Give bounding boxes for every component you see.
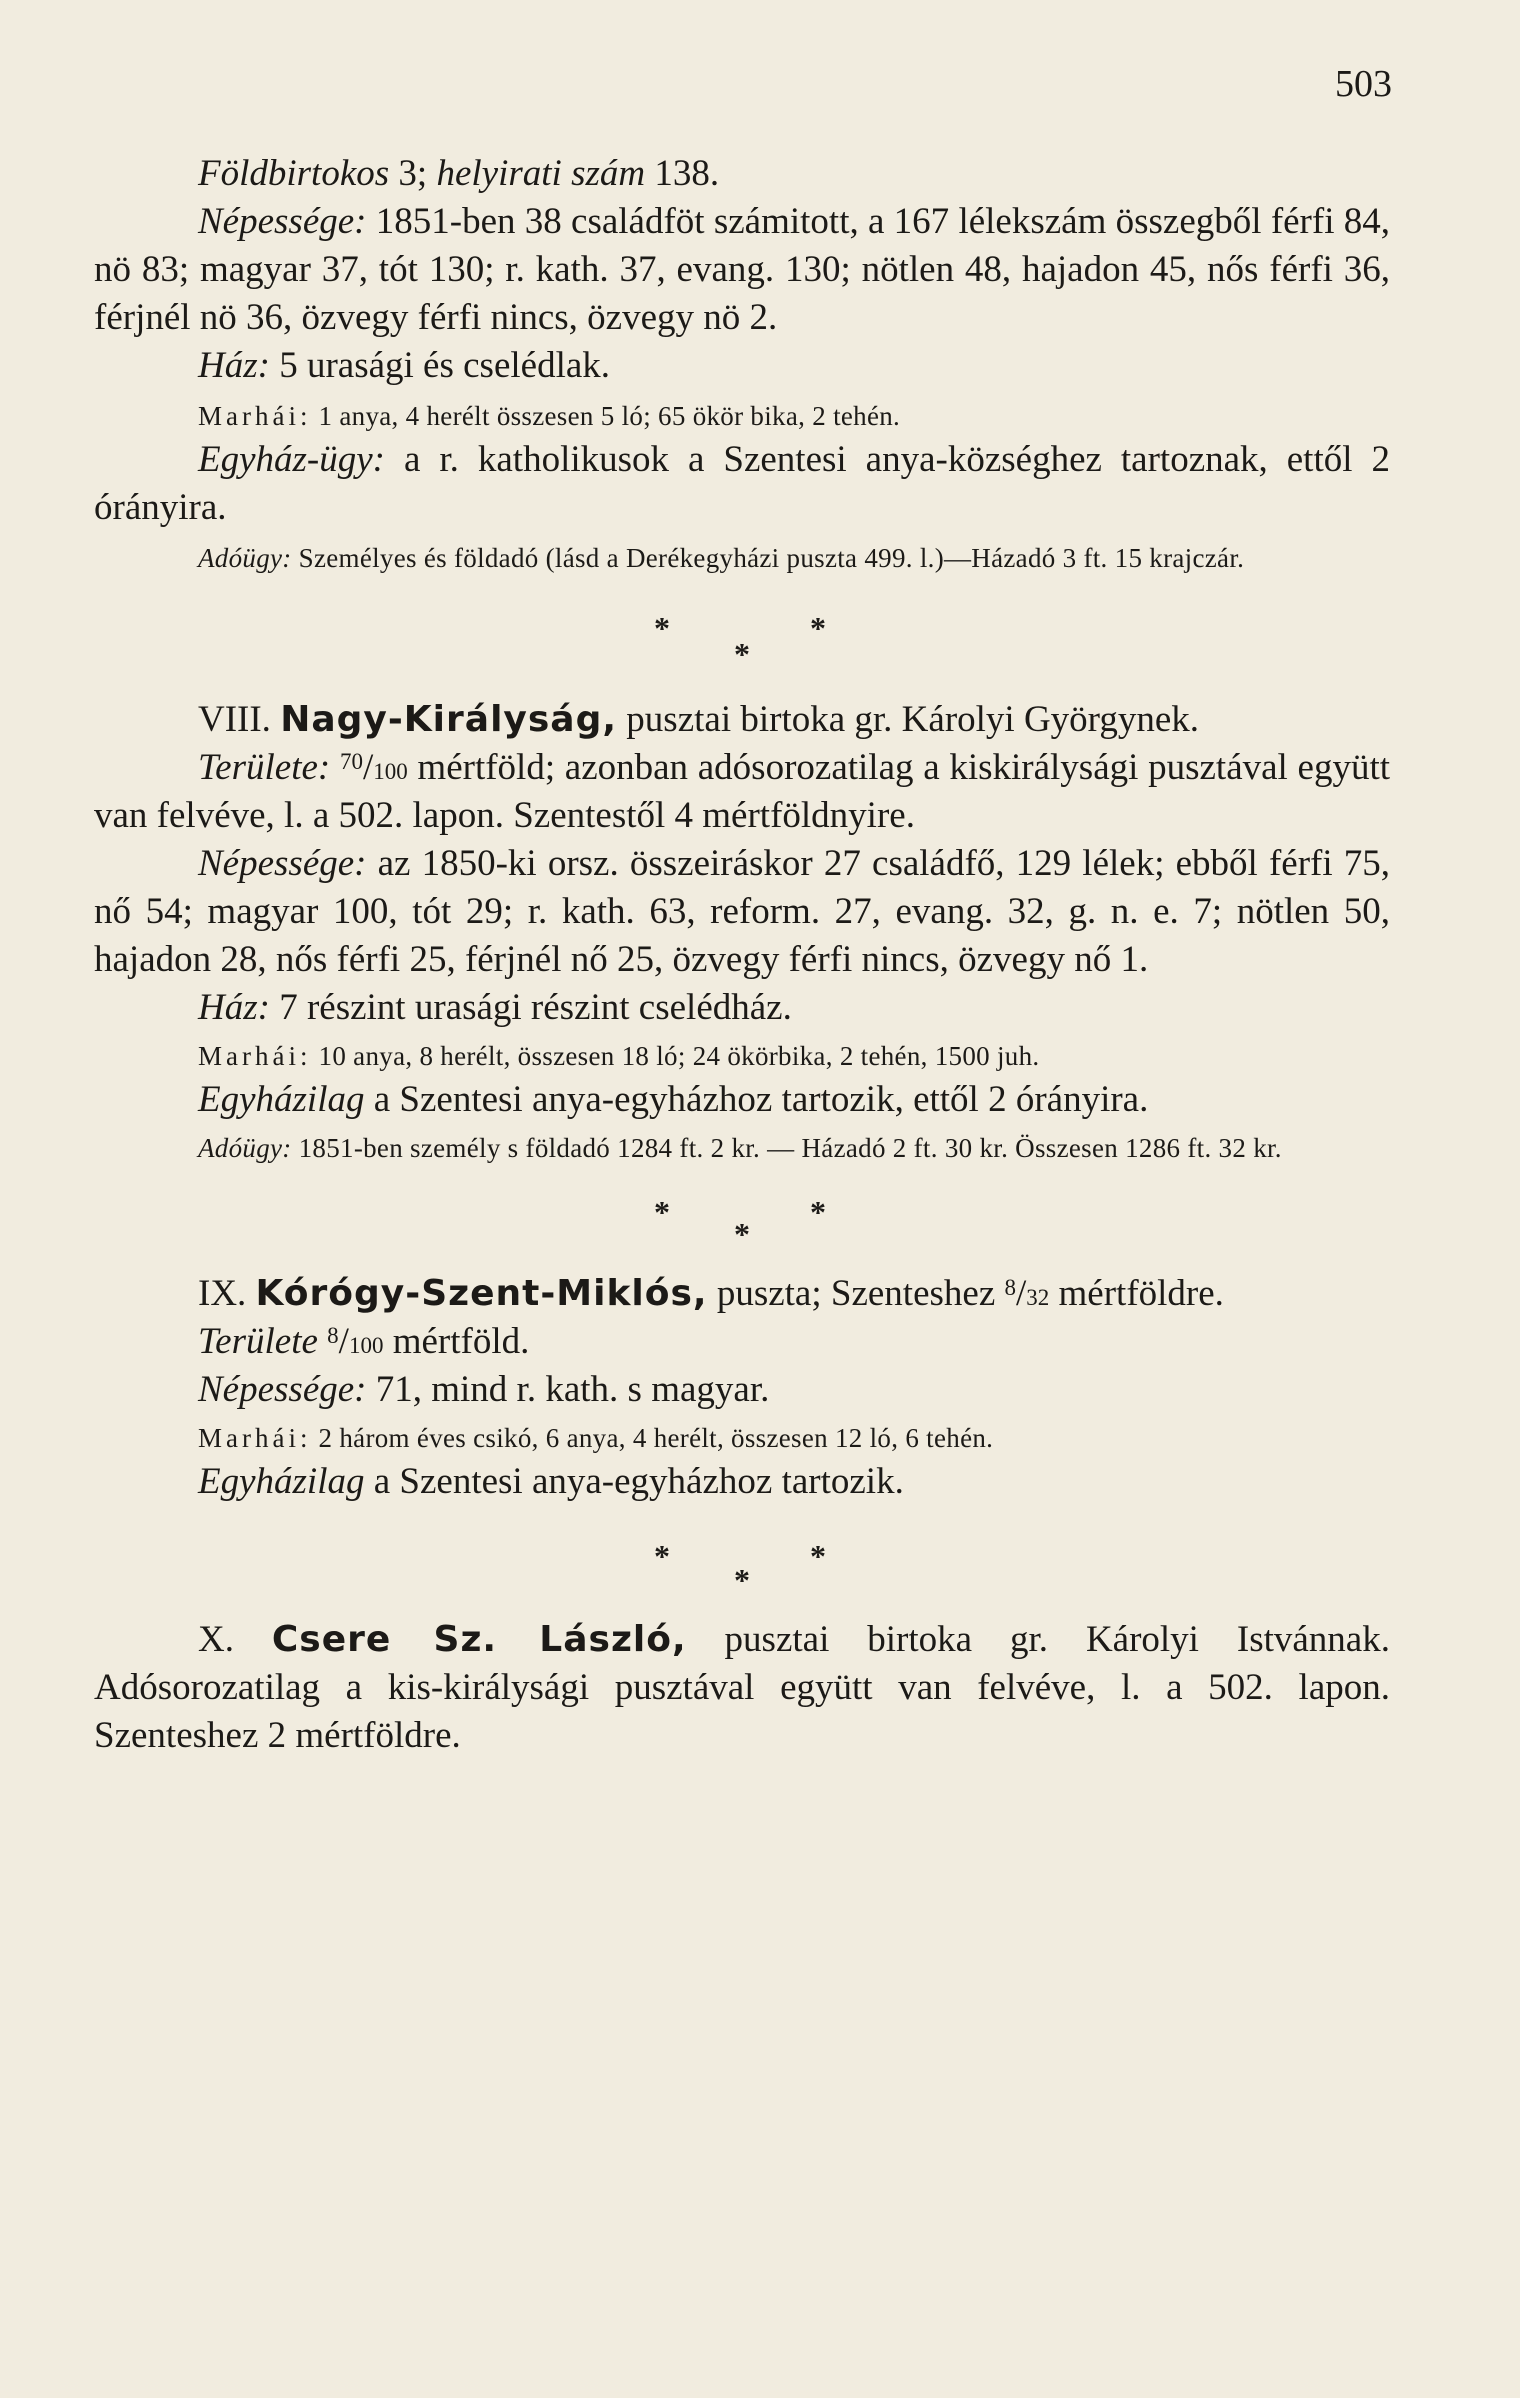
text-area: mértföld; azonban adósorozatilag a kiskirálysági pusztával együtt van felvéve, l. a 502. lapon. Szentestől 4 mértföldnyire.: [94, 747, 1390, 836]
asterisk: *: [734, 1562, 750, 1598]
paragraph-ix-livestock: [94, 1418, 1390, 1458]
section-divider-1: [94, 578, 1390, 682]
asterisk: *: [654, 1194, 670, 1230]
label-church: Egyházilag: [198, 1461, 365, 1502]
paragraph-viii-church: [94, 1076, 1390, 1124]
label-livestock: Marhái:: [198, 1041, 312, 1071]
label-plot-number: helyirati szám: [436, 153, 646, 194]
label-population: Népessége:: [198, 843, 367, 884]
label-landowner: Földbirtokos: [198, 153, 390, 194]
text-area: mértföld.: [383, 1321, 530, 1362]
section-numeral-viii: VIII.: [198, 699, 281, 740]
text-livestock: 1 anya, 4 herélt összesen 5 ló; 65 ökör bika, 2 tehén.: [311, 401, 901, 431]
asterisk: *: [810, 610, 826, 646]
label-church: Egyházilag: [198, 1079, 365, 1120]
fraction-slash: /: [362, 747, 374, 788]
text-population: 1851-ben 38 családföt számitott, a 167 lélekszám összegből férfi 84, nö 83; magyar 37, tót 130; r. kath. 37, evang. 130; nötlen 48, hajadon 45, nős férfi 36, férjnél nö 36, özvegy férfi nincs, özvegy nö 2.: [94, 201, 1390, 338]
paragraph-ix-area: [94, 1318, 1390, 1366]
section-name-viii: Nagy-Királyság,: [280, 699, 618, 740]
paragraph-landowner: [94, 150, 1390, 198]
text-plot-number: 138.: [645, 153, 720, 194]
fraction-denominator: 32: [1026, 1285, 1050, 1310]
text-tax: Személyes és földadó (lásd a Derékegyházi puszta 499. l.)—Házadó 3 ft. 15 krajczár.: [291, 543, 1245, 573]
label-tax: Adóügy:: [198, 543, 292, 573]
paragraph-viii-area: [94, 744, 1390, 840]
paragraph-x-heading: [94, 1616, 1390, 1760]
text-livestock: 10 anya, 8 herélt, összesen 18 ló; 24 ökörbika, 2 tehén, 1500 juh.: [311, 1041, 1040, 1071]
section-intro2-ix: mértföldre.: [1049, 1273, 1224, 1314]
asterisk: *: [810, 1194, 826, 1230]
section-name-x: Csere Sz. László,: [271, 1619, 687, 1660]
paragraph-tax: [94, 538, 1390, 578]
asterisk: *: [654, 610, 670, 646]
section-divider-2: [94, 1168, 1390, 1256]
fraction-numerator: 8: [1004, 1275, 1016, 1300]
text-landowner: 3;: [389, 153, 437, 194]
label-livestock: Marhái:: [198, 1423, 312, 1453]
asterisk: *: [654, 1538, 670, 1574]
section-numeral-ix: IX.: [198, 1273, 256, 1314]
text-tax: 1851-ben személy s földadó 1284 ft. 2 kr. — Házadó 2 ft. 30 kr. Összesen 1286 ft. 32 kr.: [291, 1133, 1282, 1163]
fraction-numerator: 8: [327, 1323, 339, 1348]
label-church: Egyház-ügy:: [198, 439, 385, 480]
fraction-slash: /: [1016, 1273, 1027, 1314]
section-divider-3: [94, 1506, 1390, 1602]
asterisk: *: [810, 1538, 826, 1574]
paragraph-ix-church: [94, 1458, 1390, 1506]
paragraph-ix-heading: [94, 1270, 1390, 1318]
text-church: a Szentesi anya-egyházhoz tartozik.: [364, 1461, 904, 1502]
text-houses: 5 urasági és cselédlak.: [269, 345, 611, 386]
text-church: a r. katholikusok a Szentesi anya-községhez tartoznak, ettől 2 órányira.: [94, 439, 1390, 528]
paragraph-viii-heading: [94, 696, 1390, 744]
fraction-numerator: 70: [339, 749, 363, 774]
asterisk: *: [734, 636, 750, 672]
fraction-denominator: 100: [348, 1333, 384, 1358]
section-numeral-x: X.: [198, 1619, 272, 1660]
page-number: 503: [1335, 63, 1392, 105]
paragraph-livestock: [94, 396, 1390, 436]
paragraph-viii-population: [94, 840, 1390, 984]
fraction-slash: /: [338, 1321, 349, 1362]
fraction-denominator: 100: [373, 759, 408, 784]
text-livestock: 2 három éves csikó, 6 anya, 4 herélt, összesen 12 ló, 6 tehén.: [311, 1423, 994, 1453]
paragraph-houses: [94, 342, 1390, 390]
text-population: 71, mind r. kath. s magyar.: [366, 1369, 770, 1410]
label-tax: Adóügy:: [198, 1133, 292, 1163]
section-name-ix: Kórógy-Szent-Miklós,: [255, 1273, 708, 1314]
label-houses: Ház:: [198, 987, 270, 1028]
paragraph-viii-livestock: [94, 1036, 1390, 1076]
label-population: Népessége:: [198, 1369, 367, 1410]
paragraph-church: [94, 436, 1390, 532]
label-livestock: Marhái:: [198, 401, 312, 431]
paragraph-population: [94, 198, 1390, 342]
text-population: az 1850-ki orsz. összeiráskor 27 családfő, 129 lélek; ebből férfi 75, nő 54; magyar 100, tót 29; r. kath. 63, reform. 27, evang. 32, g. n. e. 7; nötlen 50, hajadon 28, nős férfi 25, férjnél nő 25, özvegy férfi nincs, özvegy nő 1.: [94, 843, 1390, 980]
paragraph-viii-houses: [94, 984, 1390, 1032]
text-church: a Szentesi anya-egyházhoz tartozik, ettől 2 órányira.: [364, 1079, 1149, 1120]
section-intro-x: pusztai birtoka gr. Károlyi Istvánnak. Adósorozatilag a kis-királysági pusztával együtt van felvéve, l. a 502. lapon. Szenteshez 2 mértföldre.: [94, 1619, 1390, 1756]
paragraph-viii-tax: [94, 1128, 1390, 1168]
page-body: [94, 150, 1390, 1760]
section-intro-viii: pusztai birtoka gr. Károlyi Györgynek.: [617, 699, 1200, 740]
label-area: Területe:: [198, 747, 331, 788]
asterisk: *: [734, 1216, 750, 1252]
paragraph-ix-population: [94, 1366, 1390, 1414]
label-houses: Ház:: [198, 345, 270, 386]
label-area: Területe: [198, 1321, 318, 1362]
label-population: Népessége:: [198, 201, 367, 242]
text-houses: 7 részint urasági részint cselédház.: [269, 987, 792, 1028]
section-intro-ix: puszta; Szenteshez: [707, 1273, 1005, 1314]
